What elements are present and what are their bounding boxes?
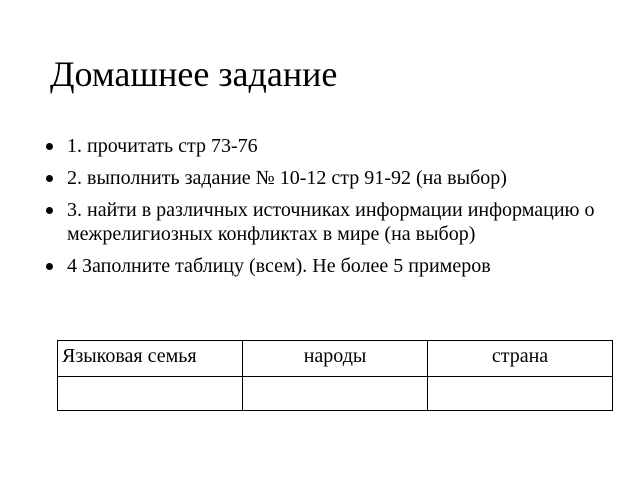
- header-country: страна: [428, 341, 613, 377]
- bullet-item-3: 3. найти в различных источниках информации информацию о межрелигиозных конфликтах в мире (на выбор): [44, 198, 624, 246]
- bullet-item-1: 1. прочитать стр 73-76: [44, 134, 624, 158]
- bullet-item-2: 2. выполнить задание № 10-12 стр 91-92 (на выбор): [44, 166, 624, 190]
- slide-title: Домашнее задание: [50, 54, 338, 94]
- table-cell: [428, 377, 613, 411]
- table-cell: [243, 377, 428, 411]
- homework-table: [57, 340, 613, 411]
- bullet-list: [44, 134, 624, 286]
- header-peoples: народы: [243, 341, 428, 377]
- header-language-family: Языковая семья: [58, 341, 243, 377]
- table-header-row: [58, 341, 613, 377]
- table-cell: [58, 377, 243, 411]
- bullet-item-4: 4 Заполните таблицу (всем). Не более 5 примеров: [44, 254, 624, 278]
- table-row: [58, 377, 613, 411]
